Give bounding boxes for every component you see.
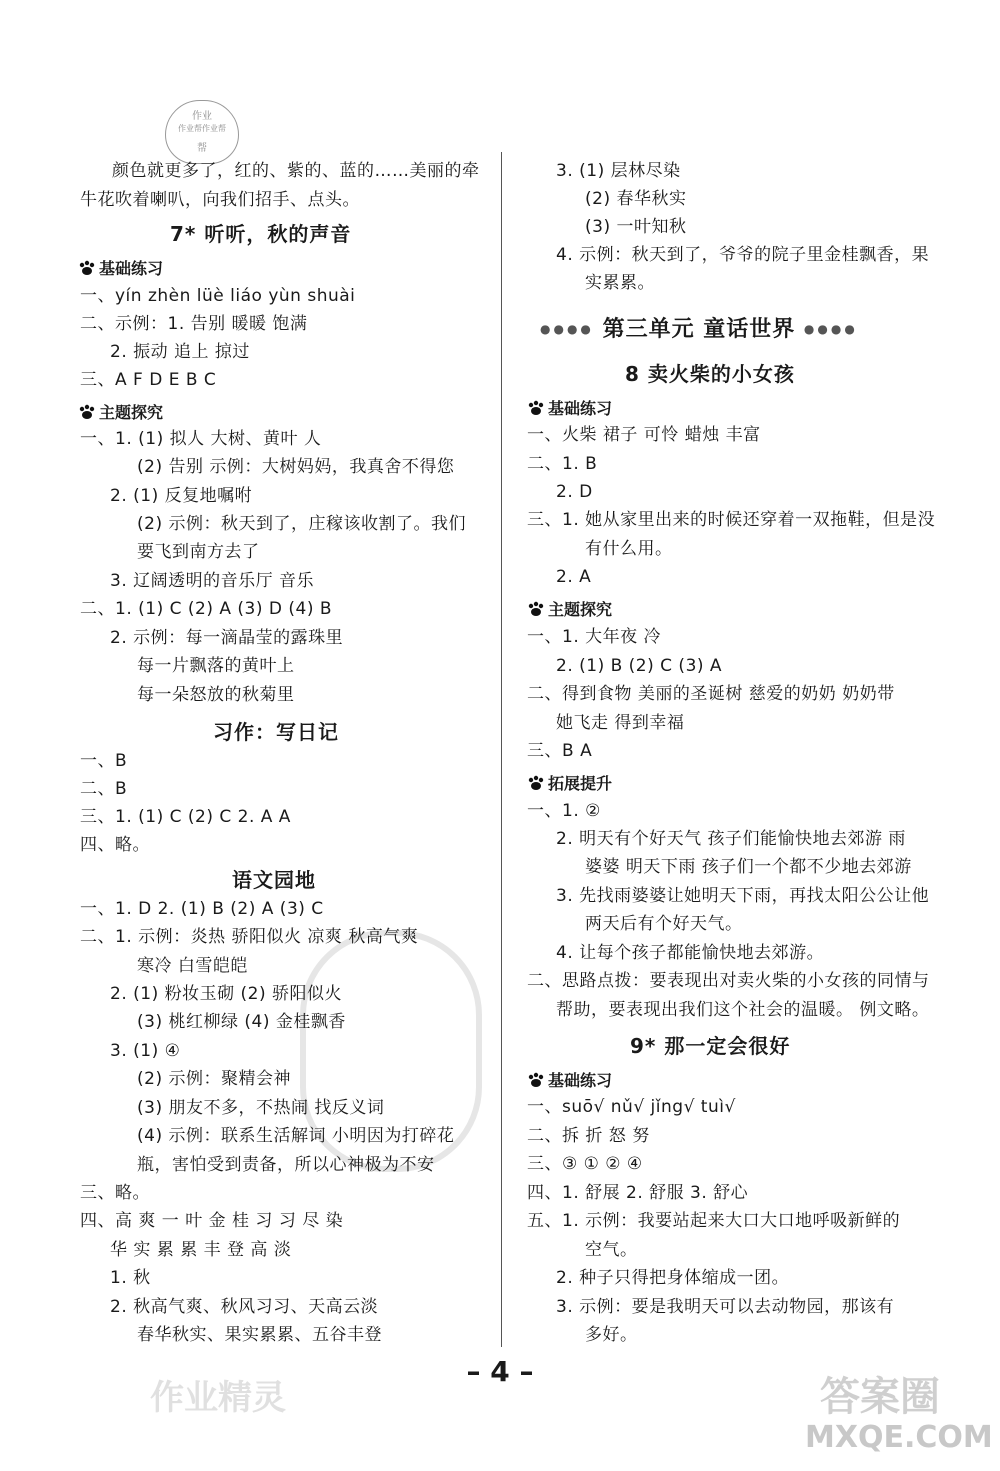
writing-title: 习作：写日记 [213, 720, 339, 744]
answer-line: 二、思路点拨：要表现出对卖火柴的小女孩的同情与 [527, 971, 930, 991]
lesson9-title: 9* 那一定会很好 [630, 1034, 791, 1058]
answer-line: (3) 一叶知秋 [585, 217, 687, 237]
answer-line: 婆婆 明天下雨 孩子们一个都不少地去郊游 [585, 857, 912, 877]
answer-line: 五、1. 示例：我要站起来大口大口地呼吸新鲜的 [527, 1211, 901, 1231]
answer-line: (3) 朋友不多，不热闹 找反义词 [137, 1098, 385, 1118]
answer-line: 2. 种子只得把身体缩成一团。 [556, 1268, 790, 1288]
stamp-line1: 作业 [192, 111, 212, 122]
section-extension [527, 771, 612, 794]
answer-line: 三、B A [527, 741, 593, 761]
garden-title: 语文园地 [232, 868, 316, 892]
answer-line: 3. 先找雨婆婆让她明天下雨，再找太阳公公让他 [556, 886, 930, 906]
unit-title [540, 312, 858, 343]
answer-line: 华 实 累 累 丰 登 高 淡 [110, 1240, 292, 1260]
answer-line: 一、suō√ nǔ√ jǐng√ tuì√ [527, 1097, 736, 1117]
answer-line: 2. 振动 追上 掠过 [110, 342, 250, 362]
answer-line: 寒冷 白雪皑皑 [137, 956, 248, 976]
answer-line: 四、高 爽 一 叶 金 桂 习 习 尽 染 [80, 1211, 344, 1231]
answer-line: 春华秋实、果实累累、五谷丰登 [137, 1325, 382, 1345]
answer-line: 2. (1) 粉妆玉砌 (2) 骄阳似火 [110, 984, 342, 1004]
answer-line: 瓶，害怕受到责备，所以心神极为不安 [137, 1155, 435, 1175]
intro-line: 颜色就更多了，红的、紫的、蓝的……美丽的牵 [112, 161, 480, 181]
answer-line: (4) 示例：联系生活解词 小明因为打碎花 [137, 1126, 455, 1146]
answer-line: 3. (1) ④ [110, 1041, 181, 1061]
answer-line: (3) 桃红柳绿 (4) 金桂飘香 [137, 1012, 346, 1032]
answer-line: 三、1. (1) C (2) C 2. A A [80, 807, 291, 827]
answer-line: 她飞走 得到幸福 [556, 713, 685, 733]
answer-line: 有什么用。 [585, 539, 673, 559]
section-label: 基础练习 [99, 259, 164, 278]
section-label: 主题探究 [548, 600, 613, 619]
dots-icon: ●●●● [540, 322, 594, 336]
answer-line: 一、B [80, 751, 128, 771]
answer-line: 3. (1) 层林尽染 [556, 161, 681, 181]
paw-icon [527, 1072, 545, 1088]
page-number: – 4 – [466, 1355, 534, 1388]
answer-line: 一、1. D 2. (1) B (2) A (3) C [80, 899, 324, 919]
answer-line: 帮助，要表现出我们这个社会的温暖。 例文略。 [556, 1000, 930, 1020]
answer-line: 一、yín zhèn lüè liáo yùn shuài [80, 286, 356, 306]
section-basic [527, 396, 612, 419]
stamp-line2: 作业帮作业帮 [178, 124, 226, 133]
paw-icon [527, 400, 545, 416]
section-theme [78, 400, 163, 423]
answer-line: 二、B [80, 779, 128, 799]
answer-line: 2. D [556, 482, 593, 502]
lesson7-title: 7* 听听，秋的声音 [170, 222, 352, 246]
answer-line: 二、1. (1) C (2) A (3) D (4) B [80, 599, 333, 619]
watermark-url: MXQE.COM [805, 1420, 993, 1455]
answer-line: 4. 让每个孩子都能愉快地去郊游。 [556, 943, 825, 963]
answer-line: 四、略。 [80, 835, 150, 855]
answer-line: 每一朵怒放的秋菊里 [137, 685, 295, 705]
watermark-text-right: 答案圈 [820, 1374, 940, 1420]
answer-line: 二、1. B [527, 454, 598, 474]
answer-line: (2) 告别 示例：大树妈妈，我真舍不得您 [137, 457, 455, 477]
answer-line: 要飞到南方去了 [137, 542, 260, 562]
section-label: 拓展提升 [548, 774, 613, 793]
section-label: 基础练习 [548, 399, 613, 418]
answer-line: 3. 辽阔透明的音乐厅 音乐 [110, 571, 315, 591]
answer-line: 三、1. 她从家里出来的时候还穿着一双拖鞋，但是没 [527, 510, 936, 530]
page-number-value: 4 [490, 1355, 510, 1388]
answer-line: (2) 示例：聚精会神 [137, 1069, 291, 1089]
section-label: 主题探究 [99, 403, 164, 422]
section-basic [527, 1068, 612, 1091]
section-label: 基础练习 [548, 1071, 613, 1090]
answer-line: 每一片飘落的黄叶上 [137, 656, 295, 676]
answer-line: 一、火柴 裙子 可怜 蜡烛 丰富 [527, 425, 761, 445]
answer-line: (2) 示例：秋天到了，庄稼该收割了。我们 [137, 514, 466, 534]
answer-line: (2) 春华秋实 [585, 189, 687, 209]
lesson8-title: 8 卖火柴的小女孩 [625, 362, 795, 386]
unit-title-text: 第三单元 童话世界 [602, 317, 796, 342]
section-basic [78, 256, 163, 279]
intro-line: 牛花吹着喇叭，向我们招手、点头。 [80, 190, 360, 210]
answer-line: 4. 示例：秋天到了，爷爷的院子里金桂飘香，果 [556, 245, 930, 265]
answer-line: 一、1. (1) 拟人 大树、黄叶 人 [80, 429, 322, 449]
answer-line: 四、1. 舒展 2. 舒服 3. 舒心 [527, 1183, 749, 1203]
answer-line: 二、示例：1. 告别 暖暖 饱满 [80, 314, 308, 334]
paw-icon [527, 601, 545, 617]
answer-line: 2. (1) 反复地嘱咐 [110, 486, 253, 506]
answer-line: 三、A F D E B C [80, 370, 217, 390]
answer-line: 2. 秋高气爽、秋风习习、天高云淡 [110, 1297, 379, 1317]
column-divider [501, 152, 502, 1347]
answer-line: 一、1. ② [527, 801, 601, 821]
answer-line: 二、得到食物 美丽的圣诞树 慈爱的奶奶 奶奶带 [527, 684, 895, 704]
watermark-text-left: 作业精灵 [150, 1378, 286, 1418]
dots-icon: ●●●● [803, 322, 858, 336]
answer-line: 1. 秋 [110, 1268, 151, 1288]
answer-line: 二、1. 示例：炎热 骄阳似火 凉爽 秋高气爽 [80, 927, 419, 947]
answer-line: 空气。 [585, 1240, 638, 1260]
stamp-logo [165, 100, 239, 164]
answer-line: 实累累。 [585, 273, 655, 293]
stamp-line3: 帮 [197, 143, 207, 154]
paw-icon [527, 775, 545, 791]
section-theme [527, 597, 612, 620]
answer-line: 2. 明天有个好天气 孩子们能愉快地去郊游 雨 [556, 829, 906, 849]
answer-line: 二、拆 折 怒 努 [527, 1126, 650, 1146]
answer-line: 一、1. 大年夜 冷 [527, 627, 662, 647]
answer-line: 2. 示例：每一滴晶莹的露珠里 [110, 628, 344, 648]
answer-line: 3. 示例：要是我明天可以去动物园，那该有 [556, 1297, 895, 1317]
answer-line: 两天后有个好天气。 [585, 914, 743, 934]
answer-line: 三、略。 [80, 1183, 150, 1203]
answer-line: 多好。 [585, 1325, 638, 1345]
answer-line: 2. (1) B (2) C (3) A [556, 656, 723, 676]
paw-icon [78, 404, 96, 420]
answer-line: 三、③ ① ② ④ [527, 1154, 643, 1174]
answer-line: 2. A [556, 567, 592, 587]
paw-icon [78, 260, 96, 276]
